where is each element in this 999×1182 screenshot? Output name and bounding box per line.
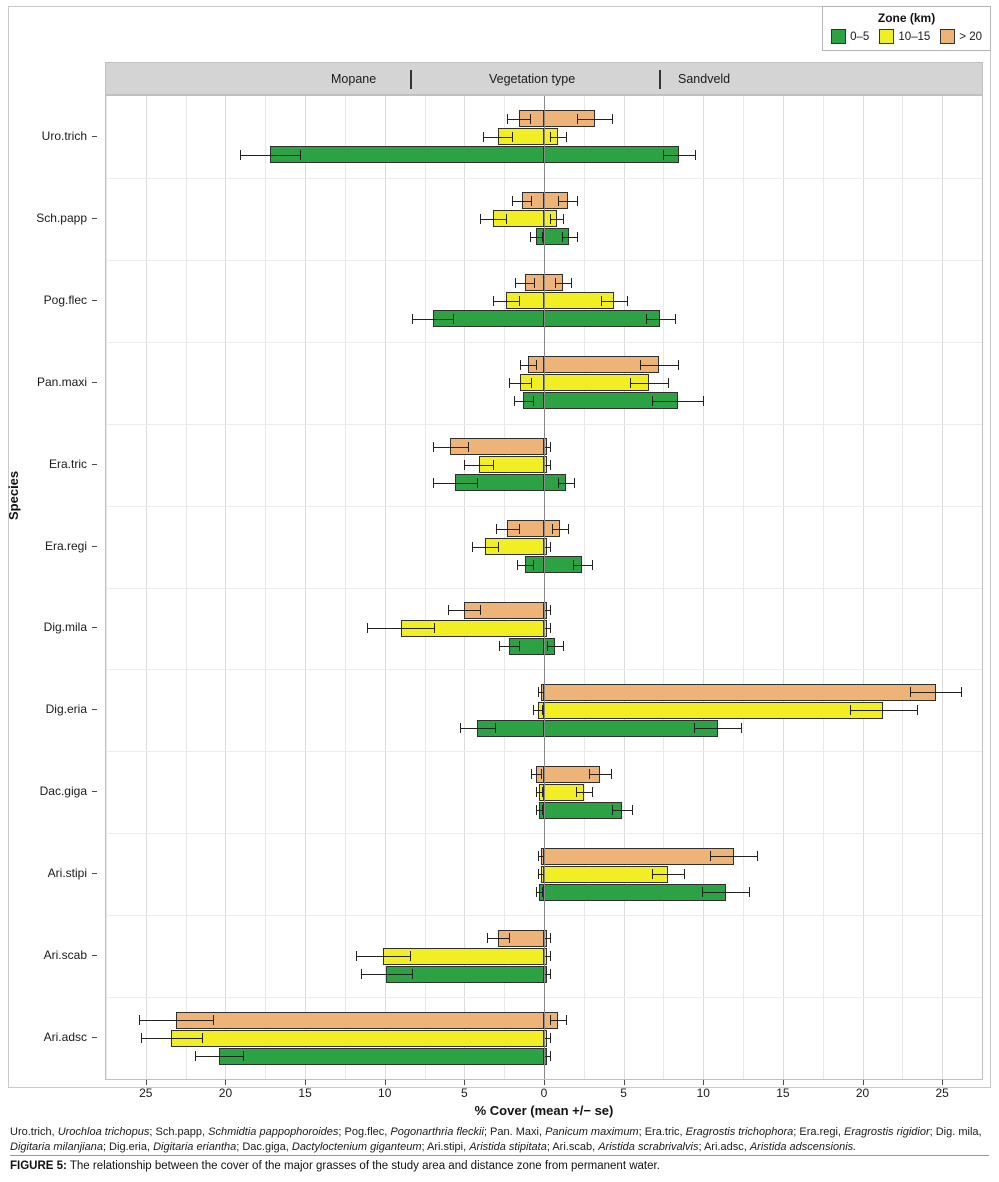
error-bar-cap — [550, 605, 551, 615]
y-tick — [92, 546, 97, 547]
error-bar-cap — [558, 478, 559, 488]
error-bar — [499, 646, 518, 647]
y-tick — [92, 382, 97, 383]
x-tick — [624, 1080, 625, 1085]
error-bar — [576, 792, 592, 793]
x-tick — [146, 1080, 147, 1085]
error-bar-cap — [433, 442, 434, 452]
y-tick — [92, 218, 97, 219]
error-bar-cap — [412, 969, 413, 979]
error-bar-cap — [448, 605, 449, 615]
error-bar-cap — [536, 787, 537, 797]
y-tick-label: Dac.giga — [39, 784, 87, 799]
bar-sandveld — [544, 146, 679, 163]
error-bar-cap — [514, 396, 515, 406]
bar-sandveld — [544, 720, 718, 737]
error-bar-cap — [663, 150, 664, 160]
bar-mopane — [270, 146, 544, 163]
error-bar-cap — [533, 560, 534, 570]
error-bar — [517, 565, 533, 566]
error-bar-cap — [356, 951, 357, 961]
x-tick-label: 25 — [139, 1086, 153, 1100]
error-bar-cap — [646, 314, 647, 324]
error-bar-cap — [850, 705, 851, 715]
error-bar-cap — [749, 887, 750, 897]
bar-sandveld — [544, 702, 883, 719]
error-bar — [601, 301, 626, 302]
error-bar — [195, 1056, 243, 1057]
error-bar-cap — [487, 933, 488, 943]
error-bar-cap — [612, 805, 613, 815]
error-bar-cap — [577, 114, 578, 124]
y-tick-label: Ari.adsc — [43, 1030, 87, 1045]
bar-sandveld — [544, 310, 660, 327]
error-bar — [555, 283, 571, 284]
legend-item[interactable] — [879, 29, 930, 44]
error-bar — [910, 692, 961, 693]
legend-item-label: 0–5 — [850, 30, 870, 43]
error-bar-cap — [495, 723, 496, 733]
error-bar-cap — [472, 542, 473, 552]
error-bar — [652, 401, 703, 402]
x-tick-label: 0 — [540, 1086, 548, 1100]
legend-swatch-icon — [879, 29, 894, 44]
error-bar — [558, 483, 574, 484]
error-bar — [356, 956, 410, 957]
error-bar — [141, 1038, 202, 1039]
error-bar-cap — [555, 278, 556, 288]
error-bar-cap — [536, 360, 537, 370]
error-bar-cap — [573, 560, 574, 570]
bar-mopane — [176, 1012, 544, 1029]
error-bar-cap — [678, 360, 679, 370]
error-bar — [139, 1020, 212, 1021]
bar-sandveld — [544, 884, 726, 901]
error-bar-cap — [195, 1051, 196, 1061]
error-bar — [558, 201, 577, 202]
error-bar — [646, 319, 675, 320]
error-bar-cap — [506, 214, 507, 224]
error-bar-cap — [433, 478, 434, 488]
x-tick — [783, 1080, 784, 1085]
error-bar-cap — [300, 150, 301, 160]
y-tick-label: Dig.mila — [43, 620, 87, 635]
legend-swatch-icon — [940, 29, 955, 44]
error-bar-cap — [961, 687, 962, 697]
error-bar — [520, 365, 536, 366]
error-bar-cap — [531, 769, 532, 779]
error-bar-cap — [213, 1015, 214, 1025]
error-bar-cap — [550, 1015, 551, 1025]
x-axis-title: % Cover (mean +/− se) — [474, 1103, 614, 1118]
error-bar-cap — [533, 705, 534, 715]
error-bar-cap — [477, 478, 478, 488]
error-bar-cap — [531, 196, 532, 206]
y-tick — [92, 627, 97, 628]
error-bar-cap — [611, 769, 612, 779]
y-axis-title: Species — [6, 470, 21, 520]
error-bar-cap — [694, 723, 695, 733]
bar-sandveld — [544, 802, 622, 819]
error-bar-cap — [592, 787, 593, 797]
error-bar — [433, 447, 468, 448]
error-bar-cap — [630, 378, 631, 388]
bar-sandveld — [544, 866, 668, 883]
error-bar-cap — [550, 460, 551, 470]
x-tick-label: 20 — [855, 1086, 870, 1100]
error-bar — [483, 137, 512, 138]
x-tick — [544, 1080, 545, 1085]
error-bar-cap — [240, 150, 241, 160]
x-tick — [942, 1080, 943, 1085]
error-bar-cap — [668, 378, 669, 388]
error-bar — [663, 155, 695, 156]
error-bar — [509, 383, 531, 384]
y-tick-label: Era.tric — [48, 456, 87, 471]
x-axis-ticks — [105, 1080, 983, 1100]
error-bar-cap — [917, 705, 918, 715]
legend-item[interactable] — [831, 29, 869, 44]
error-bar-cap — [517, 560, 518, 570]
error-bar — [460, 728, 495, 729]
error-bar-cap — [550, 951, 551, 961]
error-bar — [514, 401, 533, 402]
error-bar-cap — [741, 723, 742, 733]
y-tick-label: Dig.eria — [45, 702, 87, 717]
error-bar — [433, 483, 478, 484]
error-bar-cap — [509, 378, 510, 388]
error-bar-cap — [509, 933, 510, 943]
y-tick-label: Ari.stipi — [47, 866, 87, 881]
chart-plot-area — [105, 95, 983, 1080]
y-tick-label: Sch.papp — [36, 210, 87, 225]
x-tick — [385, 1080, 386, 1085]
error-bar-cap — [563, 214, 564, 224]
x-tick — [225, 1080, 226, 1085]
error-bar-cap — [538, 851, 539, 861]
strip-divider-left — [410, 70, 412, 89]
error-bar-cap — [640, 360, 641, 370]
error-bar — [552, 529, 568, 530]
chart-legend — [822, 6, 991, 51]
error-bar-cap — [515, 278, 516, 288]
error-bar-cap — [550, 132, 551, 142]
legend-swatch-icon — [831, 29, 846, 44]
error-bar-cap — [652, 396, 653, 406]
y-tick-label: Uro.trich — [41, 128, 87, 143]
bar-mopane — [219, 1048, 544, 1065]
strip-label-mopane: Mopane — [331, 71, 377, 86]
y-tick-label: Pan.maxi — [36, 374, 87, 389]
error-bar-cap — [675, 314, 676, 324]
error-bar — [512, 201, 531, 202]
error-bar-cap — [550, 542, 551, 552]
error-bar-cap — [550, 214, 551, 224]
strip-label-sandveld: Sandveld — [678, 71, 731, 86]
error-bar-cap — [410, 951, 411, 961]
error-bar — [507, 119, 529, 120]
error-bar-cap — [243, 1051, 244, 1061]
x-tick-label: 25 — [935, 1086, 949, 1100]
error-bar-cap — [612, 114, 613, 124]
x-tick — [305, 1080, 306, 1085]
error-bar-cap — [412, 314, 413, 324]
error-bar-cap — [592, 560, 593, 570]
error-bar — [562, 237, 578, 238]
error-bar-cap — [695, 150, 696, 160]
error-bar — [550, 137, 566, 138]
error-bar-cap — [702, 887, 703, 897]
error-bar — [573, 565, 592, 566]
error-bar — [412, 319, 453, 320]
y-tick — [92, 1037, 97, 1038]
strip-label-vegetation-type: Vegetation type — [489, 71, 576, 86]
legend-item-label: > 20 — [959, 30, 982, 43]
y-tick — [92, 136, 97, 137]
y-tick — [92, 873, 97, 874]
error-bar — [694, 728, 742, 729]
error-bar-cap — [530, 114, 531, 124]
bar-sandveld — [544, 684, 936, 701]
x-tick — [703, 1080, 704, 1085]
error-bar — [367, 628, 434, 629]
error-bar-cap — [512, 132, 513, 142]
error-bar-cap — [460, 723, 461, 733]
error-bar-cap — [550, 623, 551, 633]
error-bar-cap — [202, 1033, 203, 1043]
error-bar-cap — [367, 623, 368, 633]
y-tick — [92, 791, 97, 792]
error-bar-cap — [507, 114, 508, 124]
x-tick-label: 10 — [378, 1086, 392, 1100]
error-bar-cap — [480, 214, 481, 224]
error-bar-cap — [566, 1015, 567, 1025]
error-bar-cap — [550, 969, 551, 979]
error-bar — [533, 710, 543, 711]
error-bar — [589, 774, 611, 775]
error-bar-cap — [627, 296, 628, 306]
y-tick — [92, 955, 97, 956]
error-bar — [550, 219, 563, 220]
error-bar — [530, 237, 543, 238]
error-bar-cap — [538, 687, 539, 697]
y-tick-label: Era.regi — [44, 538, 87, 553]
legend-title: Zone (km) — [877, 11, 936, 25]
error-bar-cap — [538, 869, 539, 879]
zero-axis-line — [544, 96, 545, 1079]
error-bar — [640, 365, 678, 366]
gridline-minor — [982, 96, 983, 1079]
error-bar-cap — [571, 278, 572, 288]
x-tick-label: 10 — [696, 1086, 710, 1100]
x-tick-label: 15 — [298, 1086, 312, 1100]
caption-divider — [10, 1155, 989, 1156]
error-bar — [515, 283, 534, 284]
error-bar-cap — [541, 769, 542, 779]
error-bar — [547, 646, 563, 647]
error-bar-cap — [483, 132, 484, 142]
error-bar-cap — [550, 933, 551, 943]
error-bar-cap — [530, 232, 531, 242]
error-bar-cap — [566, 132, 567, 142]
strip-divider-right — [659, 70, 661, 89]
bar-sandveld — [544, 848, 734, 865]
y-tick — [92, 300, 97, 301]
error-bar-cap — [493, 296, 494, 306]
error-bar — [531, 774, 541, 775]
error-bar-cap — [531, 378, 532, 388]
error-bar-cap — [601, 296, 602, 306]
error-bar-cap — [757, 851, 758, 861]
error-bar — [496, 529, 518, 530]
error-bar-cap — [684, 869, 685, 879]
y-tick — [92, 464, 97, 465]
error-bar-cap — [550, 442, 551, 452]
error-bar — [550, 1020, 566, 1021]
error-bar — [493, 301, 518, 302]
error-bar-cap — [589, 769, 590, 779]
x-tick-label: 5 — [461, 1086, 468, 1100]
error-bar — [464, 465, 493, 466]
error-bar — [630, 383, 668, 384]
x-tick-label: 20 — [218, 1086, 233, 1100]
y-tick-label: Pog.flec — [43, 292, 87, 307]
error-bar-cap — [563, 641, 564, 651]
error-bar-cap — [577, 232, 578, 242]
error-bar-cap — [453, 314, 454, 324]
error-bar-cap — [547, 641, 548, 651]
x-tick-label: 5 — [620, 1086, 627, 1100]
error-bar-cap — [710, 851, 711, 861]
species-key-caption: Uro.trich, Urochloa trichopus; Sch.papp, Schmidtia pappophoroides; Pog.flec, Pogonarthria fleckii; Pan. Maxi, Panicum maximum; Era.tric, Eragrostis trichophora; Era.regi, Eragrostis rigidior; Dig. mila, Digitaria milanjiana; Dig.eria, Digitaria eriantha; Dac.giga, Dactyloctenium giganteum; Ari.stipi, Aristida stipitata; Ari.scab, Aristida scrabrivalvis; Ari.adsc, Aristida adscensionis. — [10, 1126, 982, 1154]
error-bar-cap — [520, 360, 521, 370]
error-bar-cap — [568, 524, 569, 534]
error-bar-cap — [550, 1051, 551, 1061]
error-bar-cap — [558, 196, 559, 206]
error-bar — [702, 892, 750, 893]
error-bar — [448, 610, 480, 611]
error-bar-cap — [536, 887, 537, 897]
x-tick — [863, 1080, 864, 1085]
error-bar-cap — [550, 1033, 551, 1043]
error-bar-cap — [576, 787, 577, 797]
error-bar — [240, 155, 301, 156]
error-bar-cap — [519, 641, 520, 651]
error-bar — [652, 874, 684, 875]
error-bar-cap — [574, 478, 575, 488]
error-bar-cap — [512, 196, 513, 206]
error-bar-cap — [652, 869, 653, 879]
error-bar-cap — [434, 623, 435, 633]
error-bar-cap — [703, 396, 704, 406]
error-bar-cap — [496, 524, 497, 534]
error-bar-cap — [498, 542, 499, 552]
y-tick — [92, 709, 97, 710]
legend-item-label: 10–15 — [898, 30, 931, 43]
bar-mopane — [171, 1030, 544, 1047]
error-bar-cap — [468, 442, 469, 452]
error-bar-cap — [139, 1015, 140, 1025]
error-bar-cap — [552, 524, 553, 534]
error-bar — [480, 219, 505, 220]
error-bar-cap — [562, 232, 563, 242]
error-bar-cap — [519, 296, 520, 306]
error-bar — [487, 938, 509, 939]
error-bar-cap — [361, 969, 362, 979]
error-bar — [850, 710, 917, 711]
error-bar — [361, 974, 412, 975]
error-bar-cap — [536, 805, 537, 815]
error-bar-cap — [533, 396, 534, 406]
error-bar-cap — [141, 1033, 142, 1043]
error-bar-cap — [480, 605, 481, 615]
error-bar-cap — [910, 687, 911, 697]
legend-item[interactable] — [940, 29, 982, 44]
x-tick — [464, 1080, 465, 1085]
legend-items — [831, 29, 982, 44]
y-tick-label: Ari.scab — [43, 948, 87, 963]
error-bar-cap — [577, 196, 578, 206]
error-bar — [612, 810, 631, 811]
error-bar-cap — [493, 460, 494, 470]
facet-strip — [105, 62, 983, 95]
error-bar-cap — [464, 460, 465, 470]
figure-caption: FIGURE 5: The relationship between the cover of the major grasses of the study area and distance zone from permanent water. — [10, 1160, 660, 1172]
error-bar-cap — [499, 641, 500, 651]
error-bar-cap — [519, 524, 520, 534]
error-bar-cap — [534, 278, 535, 288]
x-tick-label: 15 — [776, 1086, 790, 1100]
y-axis-labels — [0, 95, 97, 1080]
error-bar — [472, 547, 497, 548]
error-bar-cap — [632, 805, 633, 815]
error-bar — [577, 119, 612, 120]
error-bar — [710, 856, 758, 857]
